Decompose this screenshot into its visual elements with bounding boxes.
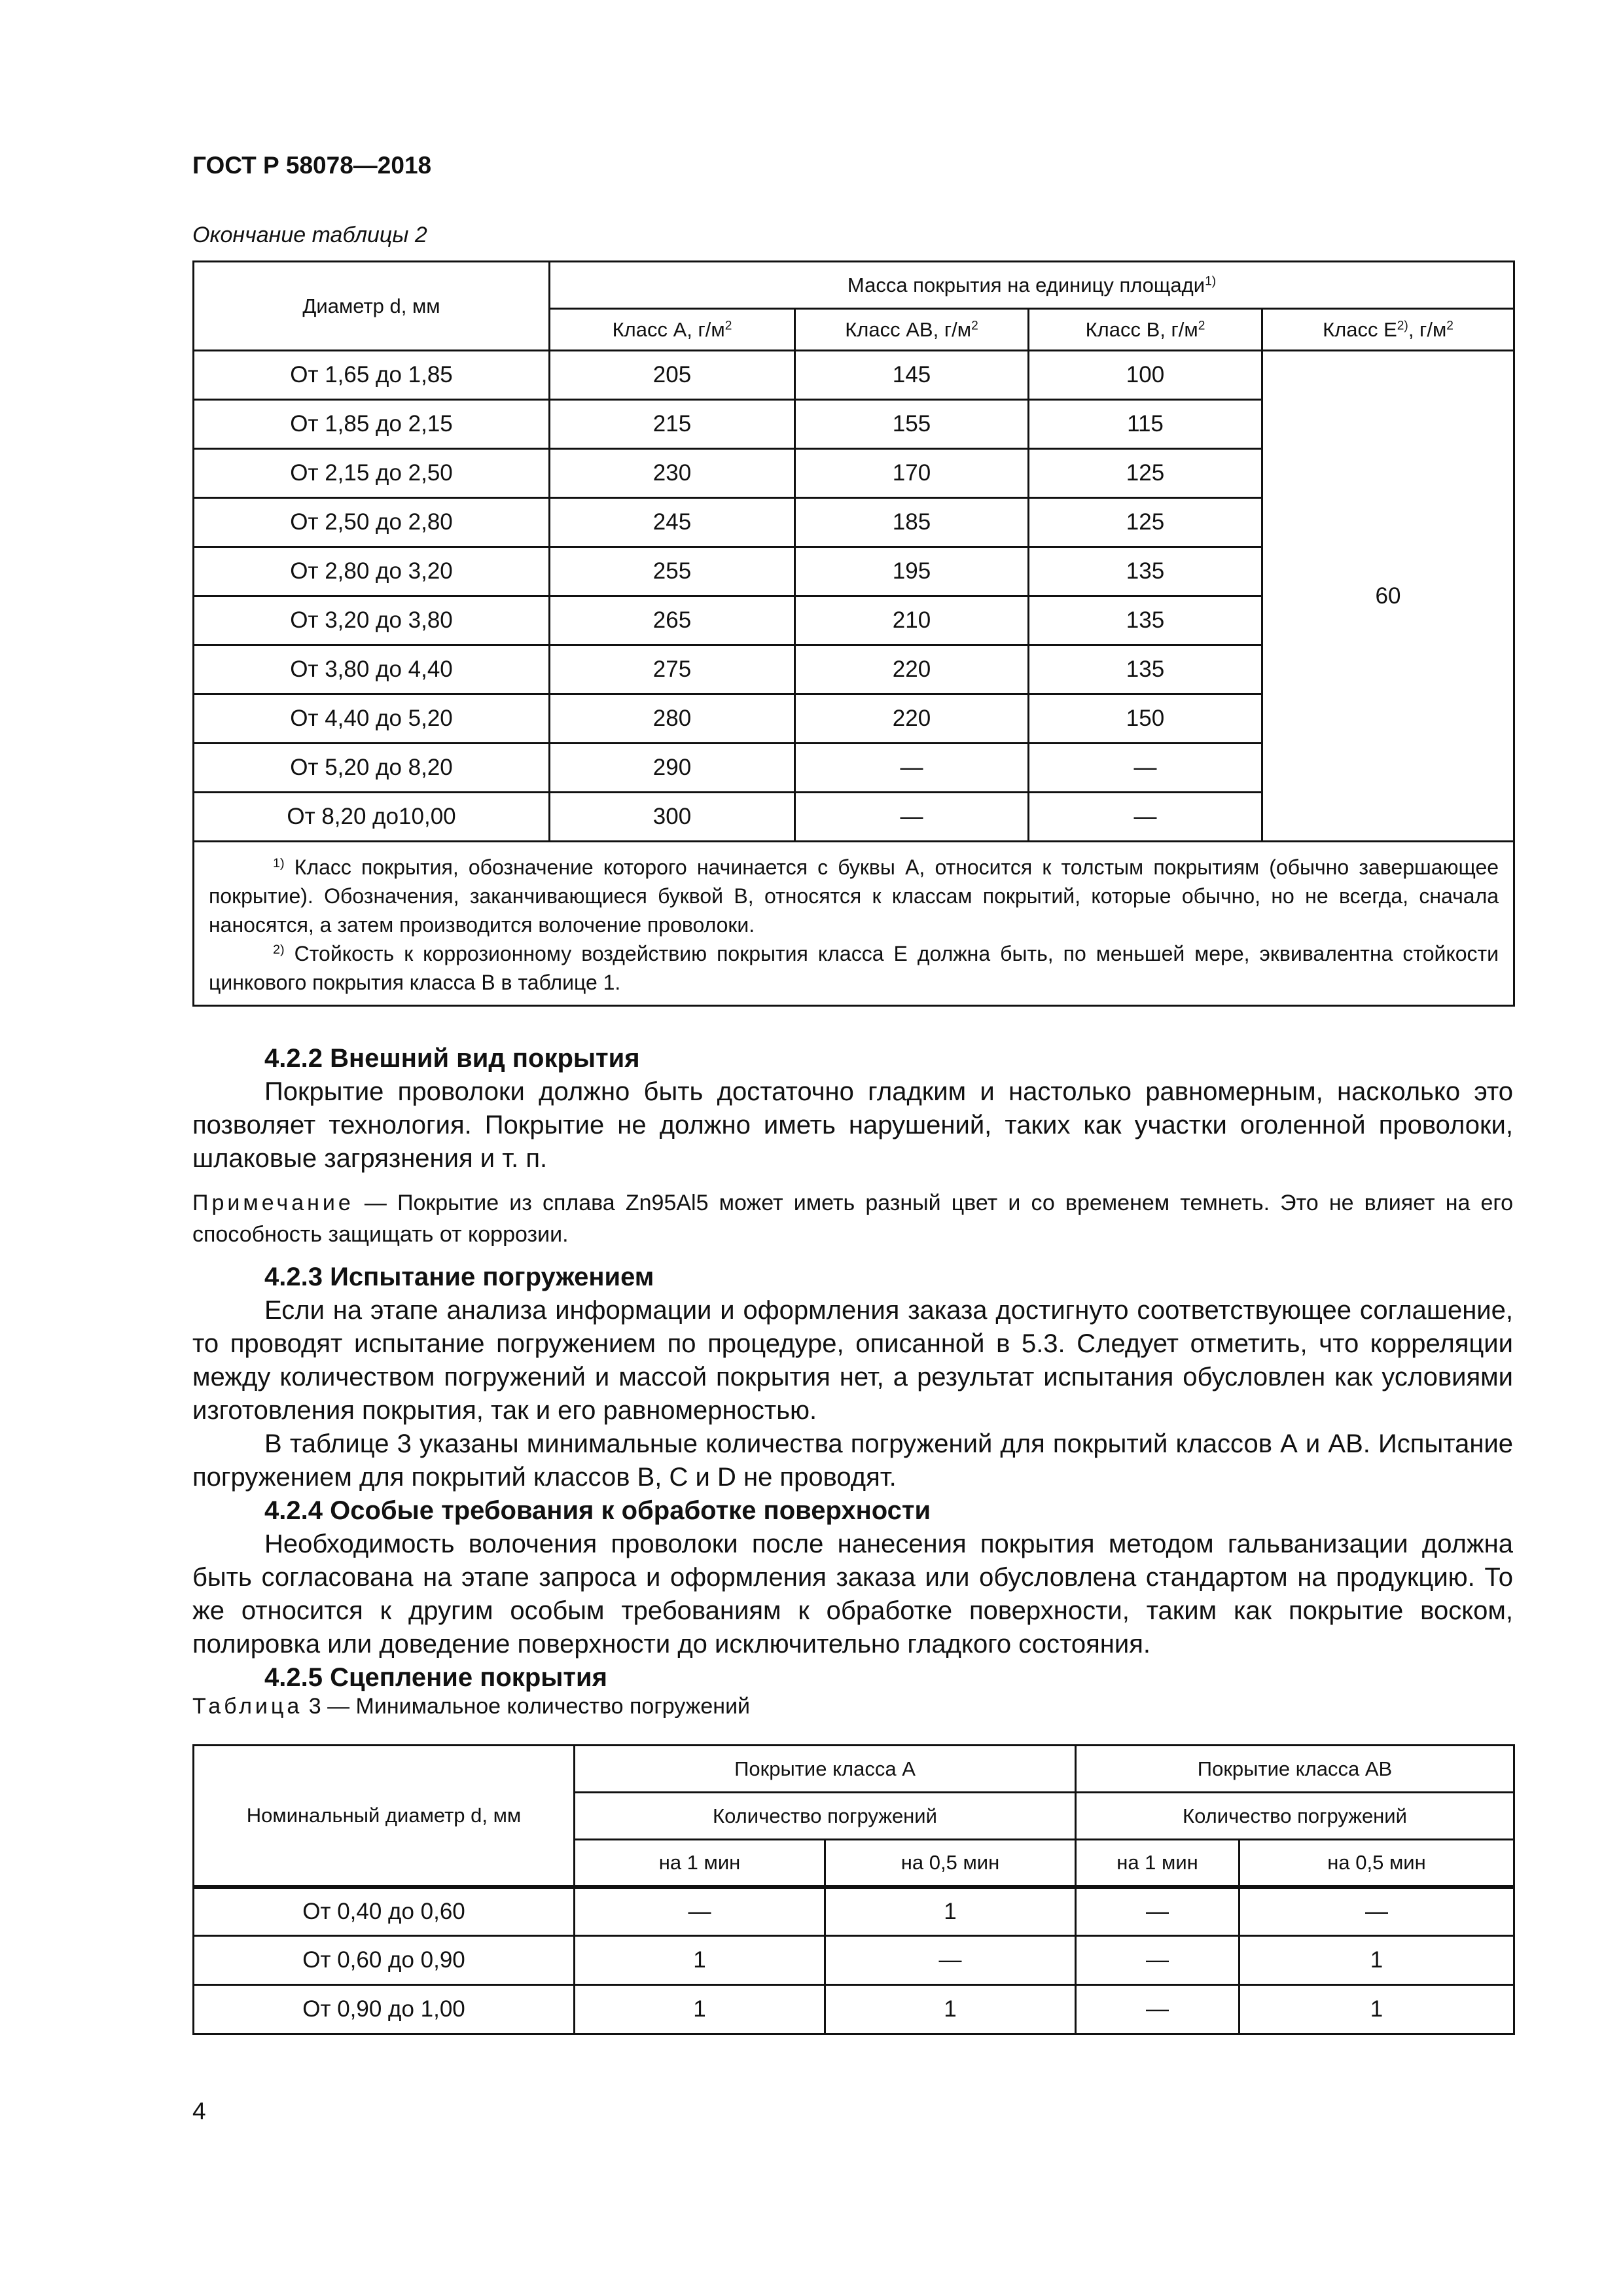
table2-cell-diameter: От 1,65 до 1,85 — [194, 351, 550, 400]
table3-cell-ab-05min: 1 — [1240, 1985, 1514, 2034]
table2-cell-ab: 170 — [795, 449, 1029, 498]
table-row — [194, 1985, 1514, 2034]
table3 — [192, 1744, 1515, 2035]
table2-cell-b: 135 — [1029, 596, 1262, 645]
table2-cell-ab: 220 — [795, 645, 1029, 694]
table2-cell-a: 255 — [550, 547, 795, 596]
section-4-2-2-title: 4.2.2 Внешний вид покрытия — [264, 1044, 640, 1073]
section-4-2-3-paragraph-2: В таблице 3 указаны минимальные количества погружений для покрытий классов А и АВ. Испытание погружением для покрытий классов В, С и D не проводят. — [192, 1429, 1513, 1492]
section-4-2-4-paragraph: Необходимость волочения проволоки после нанесения покрытия методом гальванизации должна быть согласована на этапе запроса и оформления заказа или обусловлена стандартом на продукцию. То же относится к другим особым требованиям к обработке поверхности, таким как покрытие воском, полировка или доведение поверхности до исключительно гладкого состояния. — [192, 1530, 1513, 1659]
table2-cell-diameter: От 2,50 до 2,80 — [194, 498, 550, 547]
table3-cell-ab-1min: — — [1076, 1936, 1240, 1985]
table2-cell-ab: 145 — [795, 351, 1029, 400]
standard-code: ГОСТ Р 58078—2018 — [192, 152, 432, 179]
table2-cell-b: — — [1029, 744, 1262, 793]
table2-cell-a: 265 — [550, 596, 795, 645]
table2-col-class-b: Класс В, $г/м^2$ — [1029, 309, 1262, 351]
table3-col-diameter: Номинальный диаметр d, мм — [194, 1746, 575, 1887]
table2-cell-b: — — [1029, 793, 1262, 842]
table-row — [194, 351, 1514, 400]
table2-cell-ab: 210 — [795, 596, 1029, 645]
section-4-2-3-title: 4.2.3 Испытание погружением — [264, 1263, 654, 1291]
table2-col-diameter: Диаметр d, мм — [194, 262, 550, 351]
table2-cell-class-e: 60 — [1262, 351, 1514, 842]
table2-cell-a: 230 — [550, 449, 795, 498]
table2-col-class-e: Класс $Е^{2)}$, $г/м^2$ — [1262, 309, 1514, 351]
table-row — [194, 1887, 1514, 1936]
table2-cell-a: 275 — [550, 645, 795, 694]
table3-col-count-ab: Количество погружений — [1076, 1793, 1514, 1840]
table3-col-a-05min: на 0,5 мин — [825, 1840, 1076, 1887]
table2-cell-b: 115 — [1029, 400, 1262, 449]
table2-cell-b: 100 — [1029, 351, 1262, 400]
table2-cell-a: 215 — [550, 400, 795, 449]
section-4-2-2-note: Примечание — Покрытие из сплава Zn95Al5 может иметь разный цвет и со временем темнеть. Это не влияет на его способность защищать от коррозии. — [192, 1191, 1513, 1247]
table2-notes-row — [194, 842, 1514, 1006]
table2-cell-ab: — — [795, 793, 1029, 842]
table2-col-class-ab: Класс АВ, $г/м^2$ — [795, 309, 1029, 351]
table2-cell-diameter: От 3,20 до 3,80 — [194, 596, 550, 645]
table2-cell-ab: 185 — [795, 498, 1029, 547]
table2-cell-a: 245 — [550, 498, 795, 547]
section-4-2-4-title: 4.2.4 Особые требования к обработке поверхности — [264, 1496, 931, 1525]
table3-col-class-a: Покрытие класса А — [575, 1746, 1076, 1793]
table3-cell-ab-1min: — — [1076, 1887, 1240, 1936]
table3-cell-a-1min: — — [575, 1887, 825, 1936]
table2-note-1: $^{1)}$ Класс покрытия, обозначение которого начинается с буквы А, относится к толстым покрытиям (обычно завершающее покрытие). Обозначения, заканчивающиеся буквой В, относятся к классам покрытий, которые обычно, но не всегда, сначала наносятся, а затем производится волочение проволоки. — [209, 855, 1499, 937]
page-number: 4 — [192, 2098, 206, 2125]
table2-cell-diameter: От 3,80 до 4,40 — [194, 645, 550, 694]
table3-cell-a-05min: — — [825, 1936, 1076, 1985]
table3-cell-a-1min: 1 — [575, 1936, 825, 1985]
table3-cell-a-05min: 1 — [825, 1985, 1076, 2034]
table2-cell-ab: 155 — [795, 400, 1029, 449]
table2-caption: Окончание таблицы 2 — [192, 223, 427, 247]
table3-col-a-1min: на 1 мин — [575, 1840, 825, 1887]
table2-cell-diameter: От 2,15 до 2,50 — [194, 449, 550, 498]
table2-cell-b: 135 — [1029, 645, 1262, 694]
table3-col-ab-05min: на 0,5 мин — [1240, 1840, 1514, 1887]
table3-col-count-a: Количество погружений — [575, 1793, 1076, 1840]
table3-cell-diameter: От 0,40 до 0,60 — [194, 1887, 575, 1936]
table2 — [192, 260, 1515, 1007]
table3-caption: Таблица 3 — Минимальное количество погружений — [192, 1694, 751, 1719]
table2-cell-b: 125 — [1029, 449, 1262, 498]
table2-cell-ab: — — [795, 744, 1029, 793]
table2-cell-ab: 220 — [795, 694, 1029, 744]
table3-cell-a-1min: 1 — [575, 1985, 825, 2034]
table-row — [194, 1936, 1514, 1985]
table2-cell-b: 125 — [1029, 498, 1262, 547]
table2-cell-diameter: От 2,80 до 3,20 — [194, 547, 550, 596]
table2-cell-a: 205 — [550, 351, 795, 400]
table2-cell-b: 150 — [1029, 694, 1262, 744]
table2-cell-b: 135 — [1029, 547, 1262, 596]
table2-cell-diameter: От 5,20 до 8,20 — [194, 744, 550, 793]
main-text — [192, 1042, 1513, 1695]
table3-cell-diameter: От 0,90 до 1,00 — [194, 1985, 575, 2034]
table2-cell-ab: 195 — [795, 547, 1029, 596]
section-4-2-3-paragraph-1: Если на этапе анализа информации и оформления заказа достигнуто соответствующее соглашение, то проводят испытание погружением по процедуре, описанной в 5.3. Следует отметить, что корреляции между количеством погружений и массой покрытия нет, а результат испытания обусловлен как условиями изготовления покрытия, так и его равномерностью. — [192, 1296, 1513, 1425]
table2-cell-diameter: От 4,40 до 5,20 — [194, 694, 550, 744]
table2-cell-diameter: От 1,85 до 2,15 — [194, 400, 550, 449]
table2-col-mass: Масса покрытия на единицу площади$^{1)}$ — [550, 262, 1514, 309]
table3-col-ab-1min: на 1 мин — [1076, 1840, 1240, 1887]
table2-cell-a: 290 — [550, 744, 795, 793]
table3-cell-a-05min: 1 — [825, 1887, 1076, 1936]
table2-cell-a: 280 — [550, 694, 795, 744]
table2-note-2: $^{2)}$ Стойкость к коррозионному воздействию покрытия класса Е должна быть, по меньшей мере, эквивалентна стойкости цинкового покрытия класса В в таблице 1. — [209, 942, 1499, 994]
section-4-2-5-title: 4.2.5 Сцепление покрытия — [264, 1663, 607, 1692]
table2-cell-diameter: От 8,20 до10,00 — [194, 793, 550, 842]
table2-col-class-a: Класс А, $г/м^2$ — [550, 309, 795, 351]
table3-col-class-ab: Покрытие класса АВ — [1076, 1746, 1514, 1793]
table2-cell-a: 300 — [550, 793, 795, 842]
table3-cell-diameter: От 0,60 до 0,90 — [194, 1936, 575, 1985]
section-4-2-2-paragraph: Покрытие проволоки должно быть достаточно гладким и настолько равномерным, насколько это позволяет технология. Покрытие не должно иметь нарушений, таких как участки оголенной проволоки, шлаковые загрязнения и т. п. — [192, 1077, 1513, 1173]
table2-notes — [194, 842, 1514, 1006]
table3-cell-ab-05min: — — [1240, 1887, 1514, 1936]
table3-cell-ab-05min: 1 — [1240, 1936, 1514, 1985]
table3-cell-ab-1min: — — [1076, 1985, 1240, 2034]
